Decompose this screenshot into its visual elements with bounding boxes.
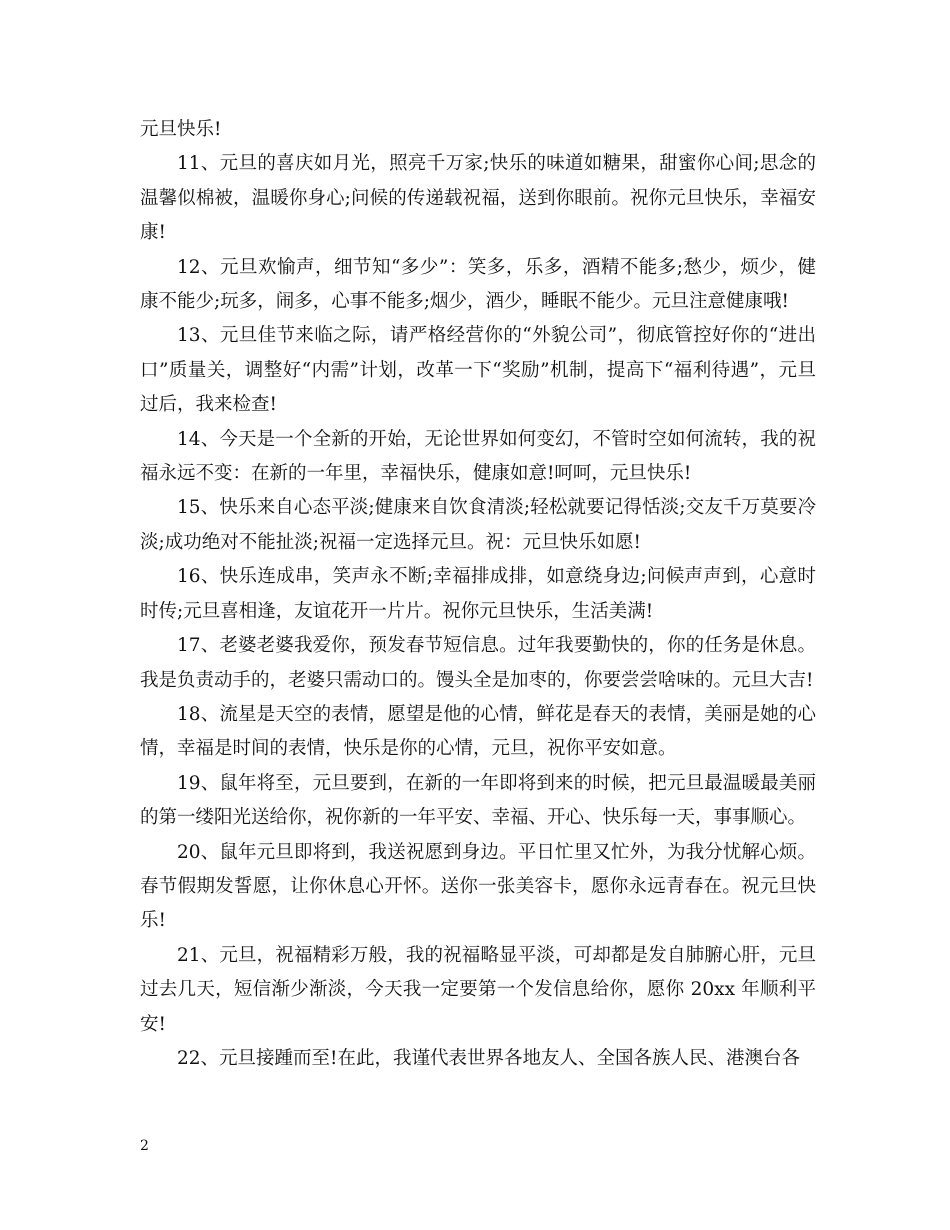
paragraph-18: 18、流星是天空的表情，愿望是他的心情，鲜花是春天的表情，美丽是她的心情，幸福是时间的表情，快乐是你的心情，元旦，祝你平安如意。 [140, 703, 816, 760]
paragraph-19: 19、鼠年将至，元旦要到，在新的一年即将到来的时候，把元旦最温暖最美丽的第一缕阳光送给你，祝你新的一年平安、幸福、开心、快乐每一天，事事顺心。 [140, 772, 816, 829]
paragraph-20: 20、鼠年元旦即将到，我送祝愿到身边。平日忙里又忙外，为我分忧解心烦。春节假期发誓愿，让你休息心开怀。送你一张美容卡，愿你永远青春在。祝元旦快乐! [140, 841, 816, 932]
paragraph-22: 22、元旦接踵而至!在此，我谨代表世界各地友人、全国各族人民、港澳台各 [177, 1047, 800, 1069]
paragraph-13: 13、元旦佳节来临之际，请严格经营你的“外貌公司”，彻底管控好你的“进出口”质量关，调整好“内需”计划，改革一下“奖励”机制，提高下“福利待遇”，元旦过后，我来检查! [140, 325, 816, 416]
page-number: 2 [140, 1138, 149, 1154]
document-body [140, 113, 816, 1076]
paragraph-16: 16、快乐连成串，笑声永不断;幸福排成排，如意绕身边;问候声声到，心意时时传;元旦喜相逢，友谊花开一片片。祝你元旦快乐，生活美满! [140, 566, 816, 622]
paragraph-11: 11、元旦的喜庆如月光，照亮千万家;快乐的味道如糖果，甜蜜你心间;思念的温馨似棉被，温暖你身心;问候的传递载祝福，送到你眼前。祝你元旦快乐，幸福安康! [140, 153, 816, 244]
paragraph-12: 12、元旦欢愉声，细节知“多少”：笑多，乐多，酒精不能多;愁少，烦少，健康不能少;玩多，闹多，心事不能多;烟少，酒少，睡眠不能少。元旦注意健康哦! [140, 256, 816, 313]
lead-line: 元旦快乐! [140, 119, 222, 140]
paragraph-15: 15、快乐来自心态平淡;健康来自饮食清淡;轻松就要记得恬淡;交友千万莫要冷淡;成功绝对不能扯淡;祝福一定选择元旦。祝：元旦快乐如愿! [140, 497, 816, 553]
paragraph-21: 21、元旦，祝福精彩万般，我的祝福略显平淡，可却都是发自肺腑心肝，元旦过去几天，短信渐少渐淡，今天我一定要第一个发信息给你，愿你 20xx 年顺利平安! [140, 944, 816, 1035]
paragraph-17: 17、老婆老婆我爱你，预发春节短信息。过年我要勤快的，你的任务是休息。我是负责动手的，老婆只需动口的。馒头全是加枣的，你要尝尝啥味的。元旦大吉! [140, 635, 816, 691]
paragraph-14: 14、今天是一个全新的开始，无论世界如何变幻，不管时空如何流转，我的祝福永远不变：在新的一年里，幸福快乐，健康如意!呵呵，元旦快乐! [140, 428, 816, 485]
